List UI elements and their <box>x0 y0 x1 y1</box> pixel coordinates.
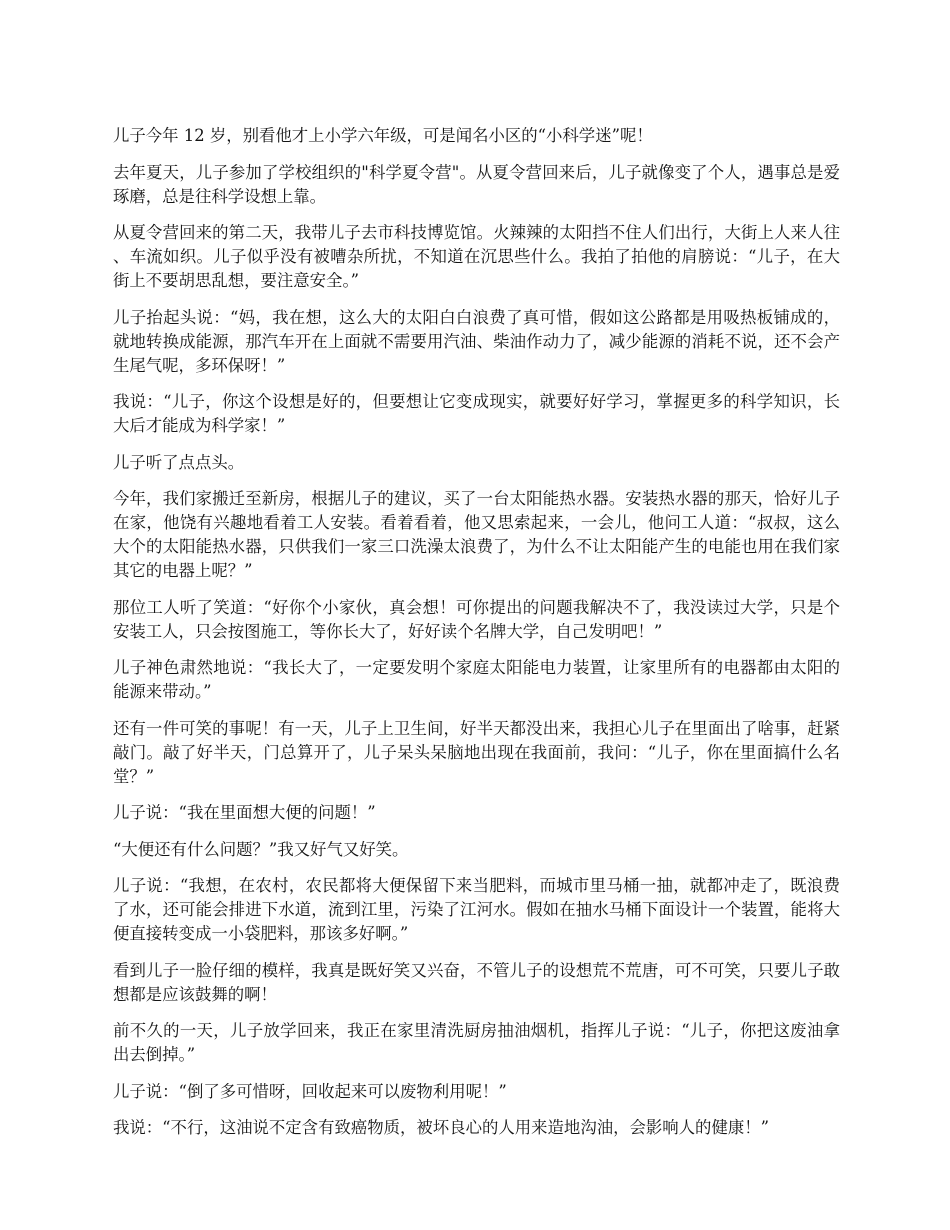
paragraph: 今年，我们家搬迁至新房，根据儿子的建议，买了一台太阳能热水器。安装热水器的那天，恰好儿子在家，他饶有兴趣地看着工人安装。看着看着，他又思索起来，一会儿，他问工人道：“叔叔，这么大个的太阳能热水器，只供我们一家三口洗澡太浪费了，为什么不让太阳能产生的电能也用在我们家其它的电器上呢？” <box>113 489 840 580</box>
paragraph: 儿子说：“我想，在农村，农民都将大便保留下来当肥料，而城市里马桶一抽，就都冲走了，既浪费了水，还可能会排进下水道，流到江里，污染了江河水。假如在抽水马桶下面设计一个装置，能将大便直接转变成一小袋肥料，那该多好啊。” <box>113 876 840 943</box>
paragraph: 我说：“儿子，你这个设想是好的，但要想让它变成现实，就要好好学习，掌握更多的科学知识，长大后才能成为科学家！” <box>113 392 840 435</box>
paragraph: 儿子神色肃然地说：“我长大了，一定要发明个家庭太阳能电力装置，让家里所有的电器都由太阳的能源来带动。” <box>113 658 840 701</box>
paragraph: 看到儿子一脸仔细的模样，我真是既好笑又兴奋，不管儿子的设想荒不荒唐，可不可笑，只要儿子敢想都是应该鼓舞的啊！ <box>113 960 840 1004</box>
paragraph: “大便还有什么问题？”我又好气又好笑。 <box>113 839 409 859</box>
paragraph: 儿子听了点点头。 <box>113 452 245 472</box>
paragraph: 前不久的一天，儿子放学回来，我正在家里清洗厨房抽油烟机，指挥儿子说：“儿子，你把这废油拿出去倒掉。” <box>113 1021 840 1064</box>
paragraph: 儿子今年 12 岁，别看他才上小学六年级，可是闻名小区的“小科学迷”呢！ <box>113 126 653 145</box>
paragraph: 我说：“不行，这油说不定含有致癌物质，被坏良心的人用来造地沟油，会影响人的健康！” <box>113 1118 769 1137</box>
paragraph: 从夏令营回来的第二天，我带儿子去市科技博览馆。火辣辣的太阳挡不住人们出行，大街上人来人往、车流如织。儿子似乎没有被嘈杂所扰，不知道在沉思些什么。我拍了拍他的肩膀说：“儿子，在大街上不要胡思乱想，要注意安全。” <box>113 223 840 290</box>
paragraph: 去年夏天，儿子参加了学校组织的"科学夏令营"。从夏令营回来后，儿子就像变了个人，遇事总是爱琢磨，总是往科学设想上靠。 <box>113 162 840 206</box>
paragraph: 还有一件可笑的事呢！有一天，儿子上卫生间，好半天都没出来，我担心儿子在里面出了啥事，赶紧敲门。敲了好半天，门总算开了，儿子呆头呆脑地出现在我面前，我问：“儿子，你在里面搞什么名堂？” <box>113 718 840 786</box>
paragraph: 儿子说：“倒了多可惜呀，回收起来可以废物利用呢！” <box>113 1081 507 1101</box>
document-body <box>113 124 840 1153</box>
paragraph: 儿子说：“我在里面想大便的问题！” <box>113 803 376 822</box>
paragraph: 那位工人听了笑道：“好你个小家伙，真会想！可你提出的问题我解决不了，我没读过大学，只是个安装工人，只会按图施工，等你长大了，好好读个名牌大学，自己发明吧！” <box>113 597 840 641</box>
paragraph: 儿子抬起头说：“妈，我在想，这么大的太阳白白浪费了真可惜，假如这公路都是用吸热板铺成的，就地转换成能源，那汽车开在上面就不需要用汽油、柴油作动力了，减少能源的消耗不说，还不会产生尾气呢，多环保呀！” <box>113 307 840 375</box>
